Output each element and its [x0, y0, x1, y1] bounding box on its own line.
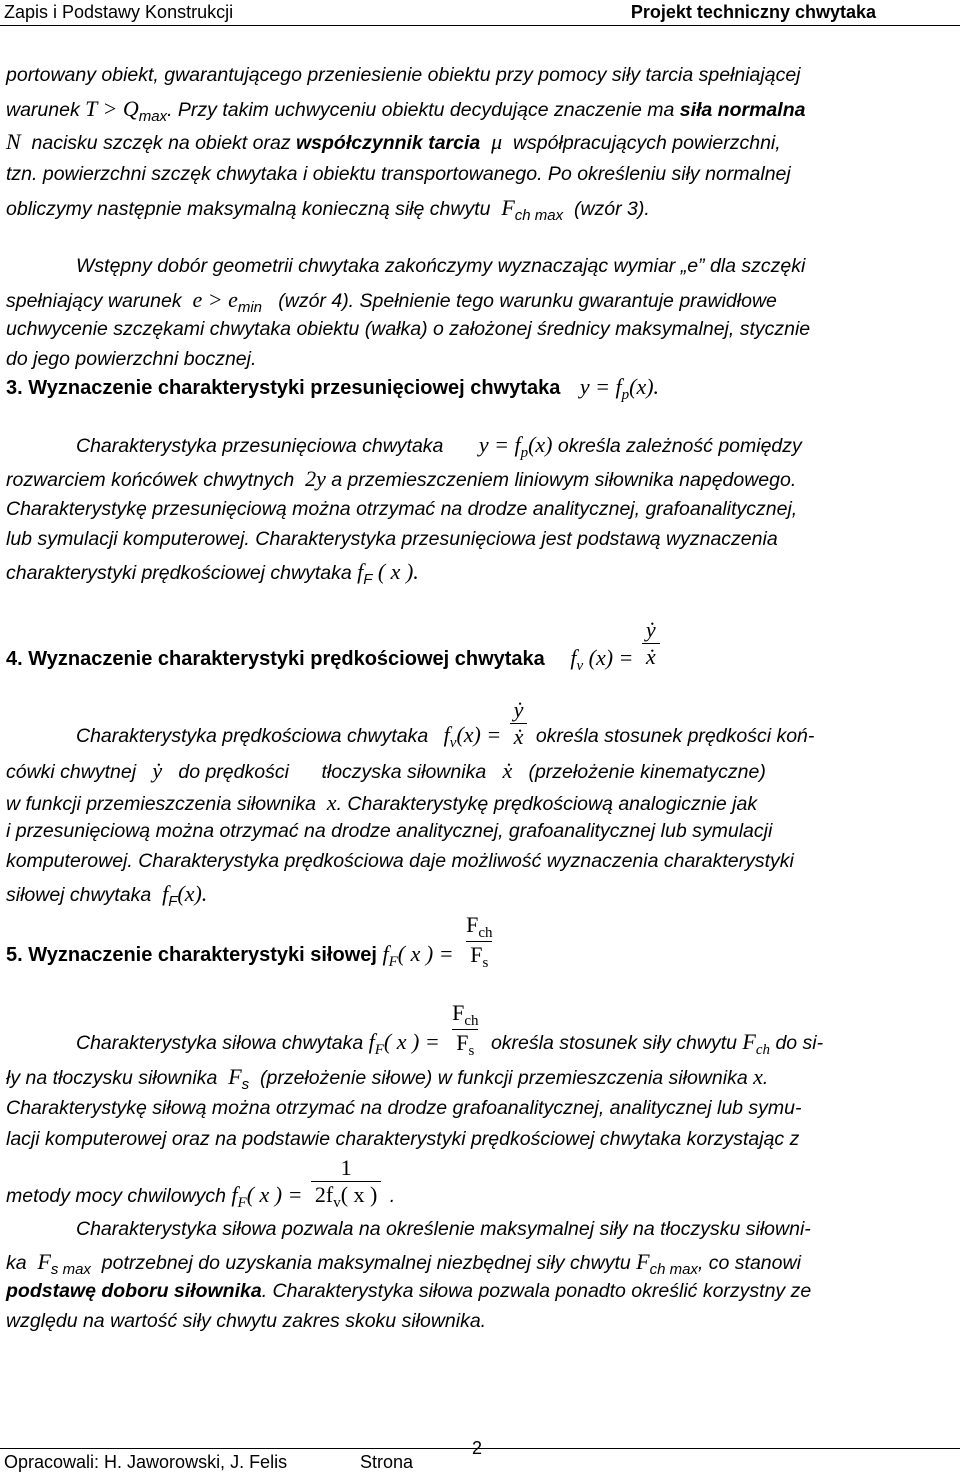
- para1-line2: warunek $T > Q_{max}$. Przy takim uchwyceniu obiektu decydujące znaczenie ma siła normalna: [6, 96, 806, 125]
- section4-line2: cówki chwytnej ẏ do prędkości tłoczyska siłownika ẋ (przełożenie kinematyczne): [6, 758, 766, 783]
- section3-line5: charakterystyki prędkościowej chwytaka $f_F$ ( x ).: [6, 559, 419, 588]
- section3-line3: Charakterystykę przesunięciową można otrzymać na drodze analitycznej, grafoanalitycznej,: [6, 498, 798, 520]
- section5-heading: 5. Wyznaczenie charakterystyki siłowej $f_F$( x ) = $\frac{F_{ch}}{F_s}$: [6, 912, 493, 971]
- section4-line6: siłowej chwytaka $f_F(x)$.: [6, 881, 208, 910]
- section3-heading: 3. Wyznaczenie charakterystyki przesunięciowej chwytaka $y = f_p(x)$.: [6, 374, 660, 403]
- section5-line6: Charakterystyka siłowa pozwala na określenie maksymalnej siły na tłoczysku siłowni-: [76, 1218, 811, 1240]
- section4-line4: i przesunięciową można otrzymać na drodze analitycznej, grafoanalitycznej lub symulacji: [6, 820, 773, 842]
- section4-line3: w funkcji przemieszczenia siłownika x. Charakterystykę prędkościową analogicznie jak: [6, 790, 758, 815]
- header-left: Zapis i Podstawy Konstrukcji: [4, 2, 234, 22]
- para1-line6: Wstępny dobór geometrii chwytaka zakończymy wyznaczając wymiar „e” dla szczęki: [76, 255, 806, 277]
- para1-line7: spełniający warunek $e > e_{min}$ (wzór 4). Spełnienie tego warunku gwarantuje prawidłowe: [6, 287, 777, 316]
- section5-line5: metody mocy chwilowych $f_F$( x ) = $\frac{1}{2f_v( x )}$ .: [6, 1155, 396, 1212]
- section4-line5: komputerowej. Charakterystyka prędkościowa daje możliwość wyznaczenia charakterystyki: [6, 850, 794, 872]
- section4-line1: Charakterystyka prędkościowa chwytaka $f_v(x)$ = $\frac{\text{ẏ}}{\text{ẋ}}$ określa stosunek prędkości koń-: [76, 697, 815, 751]
- section5-line7: ka $F_{s max}$ potrzebnej do uzyskania maksymalnej niezbędnej siły chwytu $F_{ch max}$, co stanowi: [6, 1249, 801, 1278]
- header-right: Projekt techniczny chwytaka: [630, 2, 876, 22]
- para1-line1: portowany obiekt, gwarantującego przeniesienie obiektu przy pomocy siły tarcia spełniającej: [6, 64, 801, 86]
- para1-line8: uchwycenie szczękami chwytaka obiektu (wałka) o założonej średnicy maksymalnej, stycznie: [6, 318, 811, 340]
- section4-heading: 4. Wyznaczenie charakterystyki prędkościowej chwytaka $f_v$ (x) = $\frac{\text{ẏ}}{\text{ẋ}}$: [6, 615, 663, 668]
- para1-line9: do jego powierzchni bocznej.: [6, 348, 257, 370]
- para1-line5: obliczymy następnie maksymalną konieczną siłę chwytu $F_{ch max}$ (wzór 3).: [6, 195, 650, 224]
- section3-line2: rozwarciem końcówek chwytnych 2y a przemieszczeniem liniowym siłownika napędowego.: [6, 466, 797, 491]
- footer-authors: Opracowali: H. Jaworowski, J. Felis: [4, 1452, 288, 1472]
- para1-line3: N nacisku szczęk na obiekt oraz współczynnik tarcia μ współpracujących powierzchni,: [6, 129, 781, 154]
- footer-page-label: Strona: [360, 1452, 414, 1472]
- section5-line8: podstawę doboru siłownika. Charakterystyka siłowa pozwala ponadto określić korzystny ze: [6, 1280, 812, 1302]
- section5-line3: Charakterystykę siłową można otrzymać na drodze grafoanalitycznej, analitycznej lub symu-: [6, 1097, 802, 1119]
- header-rule: [0, 25, 960, 26]
- para1-line4: tzn. powierzchni szczęk chwytaka i obiektu transportowanego. Po określeniu siły normalnej: [6, 163, 791, 185]
- section5-line2: ły na tłoczysku siłownika $F_s$ (przełożenie siłowe) w funkcji przemieszczenia siłownika x.: [6, 1064, 769, 1093]
- footer-page-number: 2: [472, 1438, 483, 1458]
- section5-line4: lacji komputerowej oraz na podstawie charakterystyki prędkościowej chwytaka korzystając z: [6, 1128, 800, 1150]
- section5-line9: względu na wartość siły chwytu zakres skoku siłownika.: [6, 1310, 487, 1332]
- section3-line1: Charakterystyka przesunięciowa chwytaka $y = f_p(x)$ określa zależność pomiędzy: [76, 432, 802, 461]
- section3-line4: lub symulacji komputerowej. Charakterystyka przesunięciowa jest podstawą wyznaczenia: [6, 528, 778, 550]
- section5-line1: Charakterystyka siłowa chwytaka $f_F$( x ) = $\frac{F_{ch}}{F_s}$ określa stosunek siły chwytu $F_{ch}$ do si-: [76, 1000, 824, 1059]
